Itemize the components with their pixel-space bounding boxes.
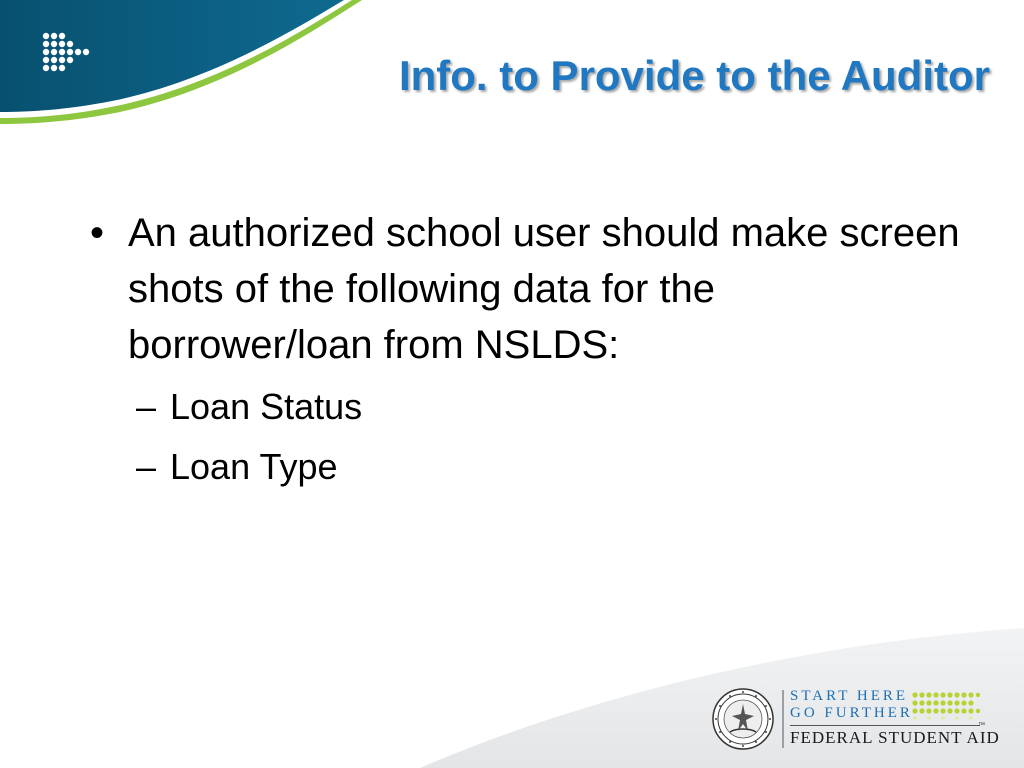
list-item <box>90 205 960 373</box>
arrow-dots-icon <box>40 30 96 74</box>
logo-rule <box>790 725 980 726</box>
bullet-icon: • <box>90 211 105 255</box>
dash-icon: – <box>136 446 157 487</box>
logo-tagline-go-further: GO FURTHER <box>790 705 913 721</box>
trademark-symbol: ™ <box>978 722 985 729</box>
department-of-education-seal-icon <box>712 688 774 750</box>
logo-divider <box>782 690 784 748</box>
sub-bullet-list <box>90 377 960 497</box>
logo-federal-student-aid: FEDERAL STUDENT AID <box>790 728 1000 747</box>
sub-bullet-text: Loan Status <box>170 386 363 427</box>
bullet-text: An authorized school user should make screen shots of the following data for the borrower/loan from NSLDS: <box>128 211 960 367</box>
sub-list-item <box>90 437 960 497</box>
sub-bullet-text: Loan Type <box>170 446 338 487</box>
green-dots-icon <box>910 690 980 720</box>
dash-icon: – <box>136 386 157 427</box>
federal-student-aid-logo <box>712 686 1000 758</box>
bullet-list <box>90 205 960 497</box>
slide-title: Info. to Provide to the Auditor <box>398 52 990 99</box>
sub-list-item <box>90 377 960 437</box>
logo-tagline-start-here: START HERE <box>790 688 909 704</box>
